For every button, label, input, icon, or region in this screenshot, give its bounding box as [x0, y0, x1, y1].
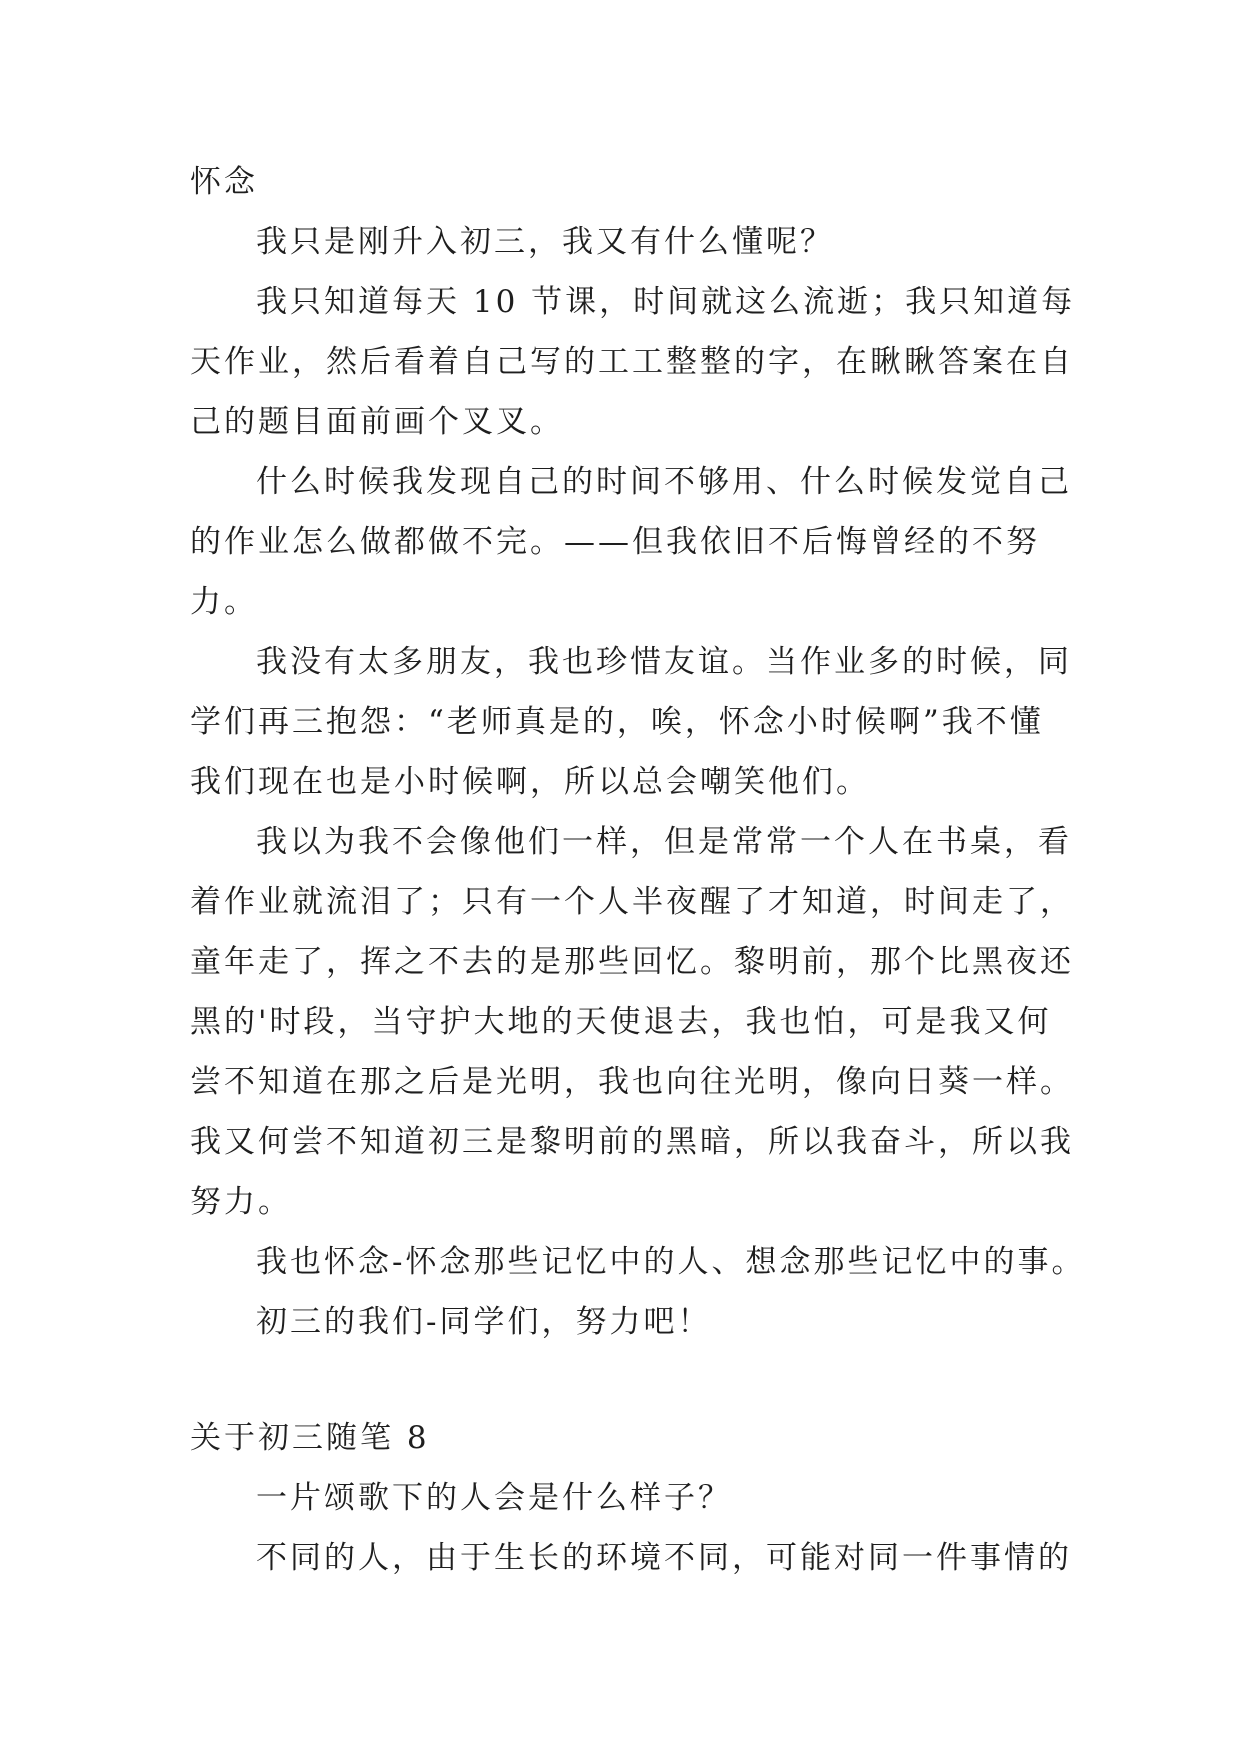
text-line: 己的题目面前画个叉叉。 [190, 404, 564, 440]
text-line: 天作业，然后看着自己写的工工整整的字，在瞅瞅答案在自 [190, 344, 1074, 380]
text-line: 我又何尝不知道初三是黎明前的黑暗，所以我奋斗，所以我 [190, 1124, 1074, 1160]
text-line: 不同的人，由于生长的环境不同，可能对同一件事情的 [256, 1540, 1072, 1576]
text-line: 我也怀念-怀念那些记忆中的人、想念那些记忆中的事。 [256, 1244, 1086, 1280]
section-body [190, 1468, 1072, 1588]
text-line: 我们现在也是小时候啊，所以总会嘲笑他们。 [190, 764, 870, 800]
text-line: 我没有太多朋友，我也珍惜友谊。当作业多的时候，同 [256, 644, 1072, 680]
section-title: 怀念 [190, 164, 258, 200]
text-line: 一片颂歌下的人会是什么样子？ [256, 1480, 732, 1516]
text-line: 力。 [190, 584, 258, 620]
document-page [190, 152, 1086, 1588]
text-line: 黑的'时段，当守护大地的天使退去，我也怕，可是我又何 [190, 1004, 1052, 1040]
section-title: 关于初三随笔 8 [190, 1420, 430, 1456]
text-line: 尝不知道在那之后是光明，我也向往光明，像向日葵一样。 [190, 1064, 1074, 1100]
text-line: 的作业怎么做都做不完。——但我依旧不后悔曾经的不努 [190, 524, 1040, 560]
text-line: 我只是刚升入初三，我又有什么懂呢？ [256, 224, 834, 260]
text-line: 努力。 [190, 1184, 292, 1220]
text-line: 着作业就流泪了；只有一个人半夜醒了才知道，时间走了， [190, 884, 1074, 920]
text-line: 童年走了，挥之不去的是那些回忆。黎明前，那个比黑夜还 [190, 944, 1074, 980]
text-line: 我以为我不会像他们一样，但是常常一个人在书桌，看 [256, 824, 1072, 860]
text-line: 学们再三抱怨：“老师真是的，唉，怀念小时候啊”我不懂 [190, 704, 1044, 740]
text-line: 我只知道每天 10 节课，时间就这么流逝；我只知道每 [256, 284, 1076, 320]
section-spacer [190, 1352, 1060, 1408]
text-line: 初三的我们-同学们，努力吧！ [256, 1304, 712, 1340]
text-line: 什么时候我发现自己的时间不够用、什么时候发觉自己 [256, 464, 1072, 500]
section-body [190, 212, 1086, 1352]
